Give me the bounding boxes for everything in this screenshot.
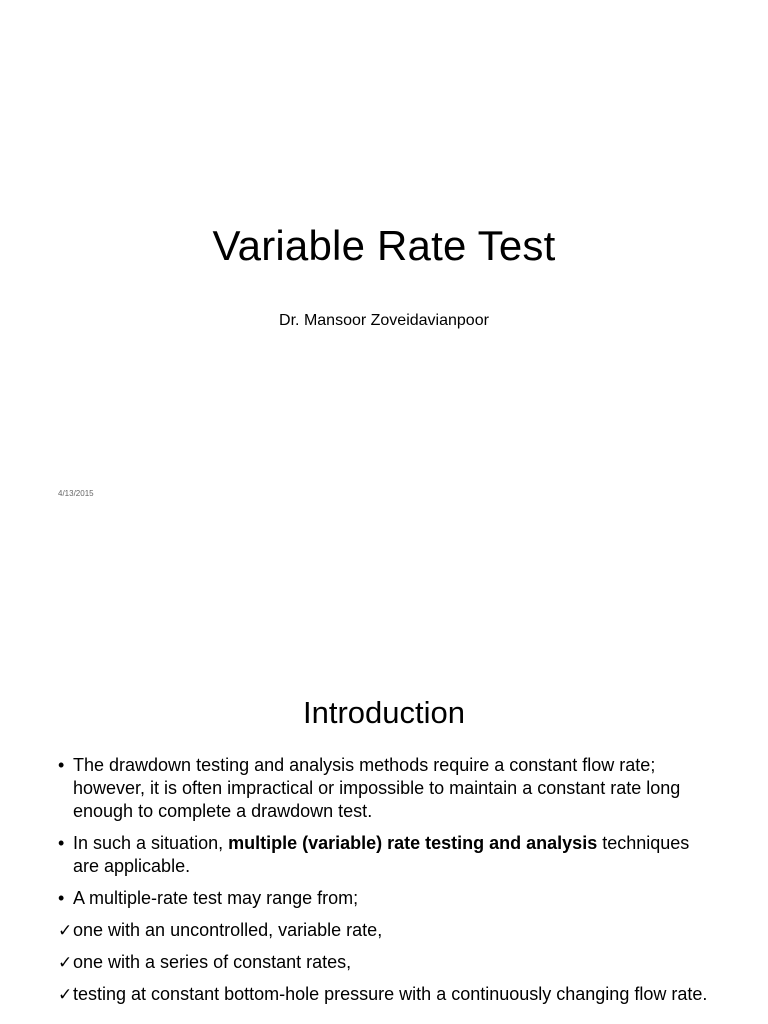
checkmark-icon: ✓ — [58, 953, 73, 972]
list-item-text: one with an uncontrolled, variable rate, — [73, 920, 383, 940]
list-item-text: testing at constant bottom-hole pressure with a continuously changing flow rate. — [73, 984, 708, 1004]
list-item-text: The drawdown testing and analysis methods require a constant flow rate; however, it is often impractical or impossible to maintain a constant rate long enough to complete a drawdown test. — [73, 755, 681, 821]
section-title: Introduction — [303, 695, 465, 730]
bullet-icon: • — [58, 755, 65, 775]
list-item-text-pre: In such a situation, — [73, 833, 229, 853]
list-item-text-bold: multiple (variable) rate testing and analysis — [228, 833, 598, 853]
checkmark-icon: ✓ — [58, 985, 73, 1004]
list-item — [58, 951, 718, 974]
list-item-text: one with a series of constant rates, — [73, 952, 352, 972]
bullet-icon: • — [58, 888, 65, 908]
list-item-text: A multiple-rate test may range from; — [73, 888, 359, 908]
bullet-list — [58, 754, 718, 1015]
author-name: Dr. Mansoor Zoveidavianpoor — [279, 312, 489, 329]
slide-date: 4/13/2015 — [58, 489, 94, 498]
list-item — [58, 754, 718, 823]
list-item-text-post: techniques are applicable. — [73, 833, 690, 876]
list-item — [58, 832, 718, 878]
introduction-slide — [0, 512, 768, 1024]
slide-title: Variable Rate Test — [212, 222, 556, 269]
list-item — [58, 887, 718, 910]
checkmark-icon: ✓ — [58, 921, 73, 940]
list-item — [58, 983, 718, 1006]
bullet-icon: • — [58, 833, 65, 853]
list-item — [58, 919, 718, 942]
